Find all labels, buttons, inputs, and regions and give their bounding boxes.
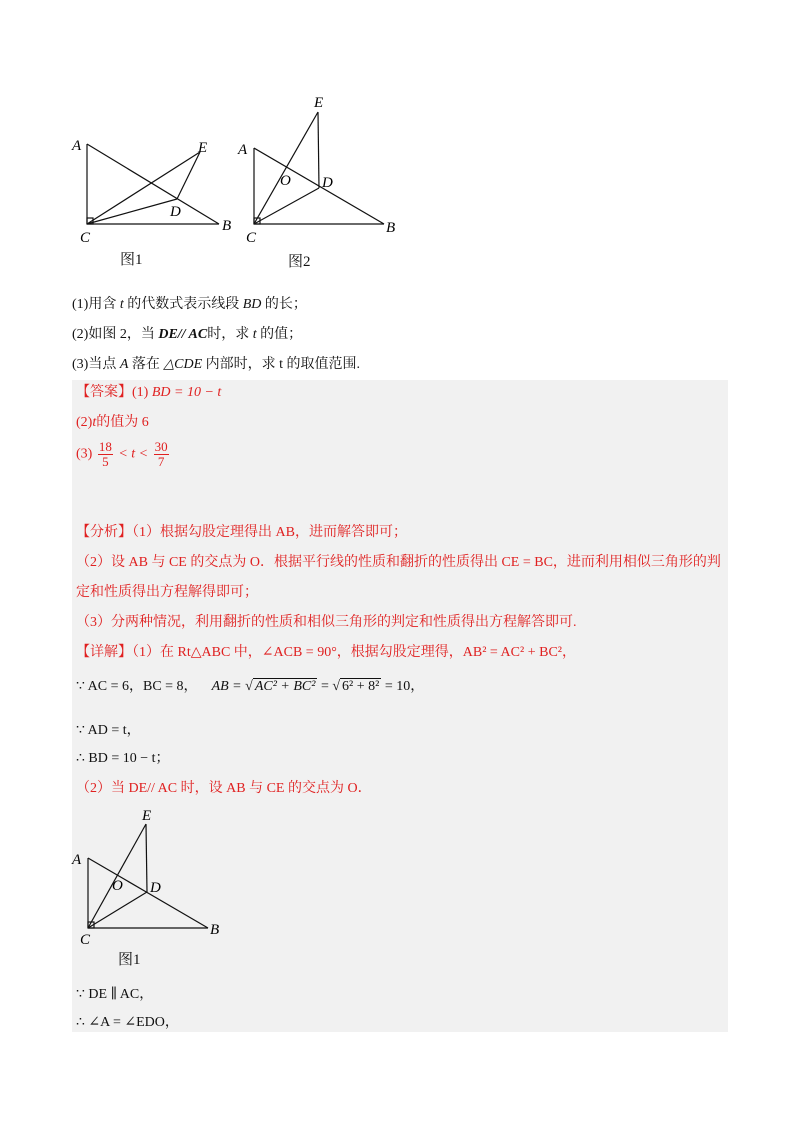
- answer-line-1: 【答案】(1) BD = 10 − t: [76, 385, 222, 400]
- detail-line-1: 【详解】（1）在 Rt△ABC 中，∠ACB = 90°，根据勾股定理得，AB² = AC² + BC²，: [76, 645, 576, 660]
- analysis-line-4: （3）分两种情况，利用翻折的性质和相似三角形的判定和性质得出方程解答即可.: [76, 615, 577, 630]
- fig3-label-D: D: [150, 880, 161, 896]
- fig2-label-A: A: [238, 142, 248, 158]
- detail-line-3: ∵ AD = t，: [76, 723, 141, 738]
- fig1-label-D: D: [170, 204, 181, 220]
- figure-3: [70, 806, 230, 946]
- analysis-line-1: 【分析】（1）根据勾股定理得出 AB，进而解答即可；: [76, 525, 407, 540]
- figure-2-caption: 图2: [288, 254, 311, 270]
- fig2-label-B: B: [386, 220, 396, 236]
- fig1-label-E: E: [198, 140, 208, 156]
- answer-line-2: (2)t的值为 6: [76, 415, 149, 430]
- fig3-label-A: A: [72, 852, 82, 868]
- question-1: (1)用含 t 的代数式表示线段 BD 的长；: [72, 297, 307, 312]
- detail-line-6: ∵ DE ∥ AC，: [76, 987, 154, 1002]
- figure-2: [230, 92, 410, 242]
- fig3-label-B: B: [210, 922, 220, 938]
- detail-line-5: （2）当 DE// AC 时，设 AB 与 CE 的交点为 O．: [76, 781, 372, 796]
- fig3-label-O: O: [112, 878, 123, 894]
- fig2-label-O: O: [280, 173, 291, 189]
- analysis-line-2: （2）设 AB 与 CE 的交点为 O．根据平行线的性质和翻折的性质得出 CE = BC，进而利用相似三角形的判: [76, 555, 721, 570]
- detail-line-7: ∴ ∠A = ∠EDO，: [76, 1015, 179, 1030]
- analysis-line-3: 定和性质得出方程解得即可；: [76, 585, 258, 600]
- fig2-label-C: C: [246, 230, 257, 242]
- detail-line-2: ∵ AC = 6，BC = 8， AB = √ AC² + BC² = √ 6² + 8² = 10，: [76, 679, 425, 694]
- answer-line-3: (3) $\frac{18}{5}$ < t < $\frac{30}{7}$: [76, 439, 168, 469]
- fig2-label-D: D: [322, 175, 333, 191]
- detail-line-4: ∴ BD = 10 − t；: [76, 751, 170, 766]
- fig2-label-E: E: [314, 95, 324, 111]
- fig3-label-E: E: [142, 808, 152, 824]
- figure-3-caption: 图1: [118, 952, 141, 968]
- fig1-label-B: B: [222, 218, 232, 234]
- fig1-label-A: A: [72, 138, 82, 154]
- fig3-label-C: C: [80, 932, 91, 946]
- question-3: (3)当点 A 落在 △CDE 内部时，求 t 的取值范围.: [72, 357, 361, 372]
- question-2: (2)如图 2，当 DE// AC时，求 t 的值；: [72, 327, 303, 342]
- fig1-label-C: C: [80, 230, 91, 245]
- figure-1: [60, 130, 240, 245]
- figure-1-caption: 图1: [120, 252, 143, 268]
